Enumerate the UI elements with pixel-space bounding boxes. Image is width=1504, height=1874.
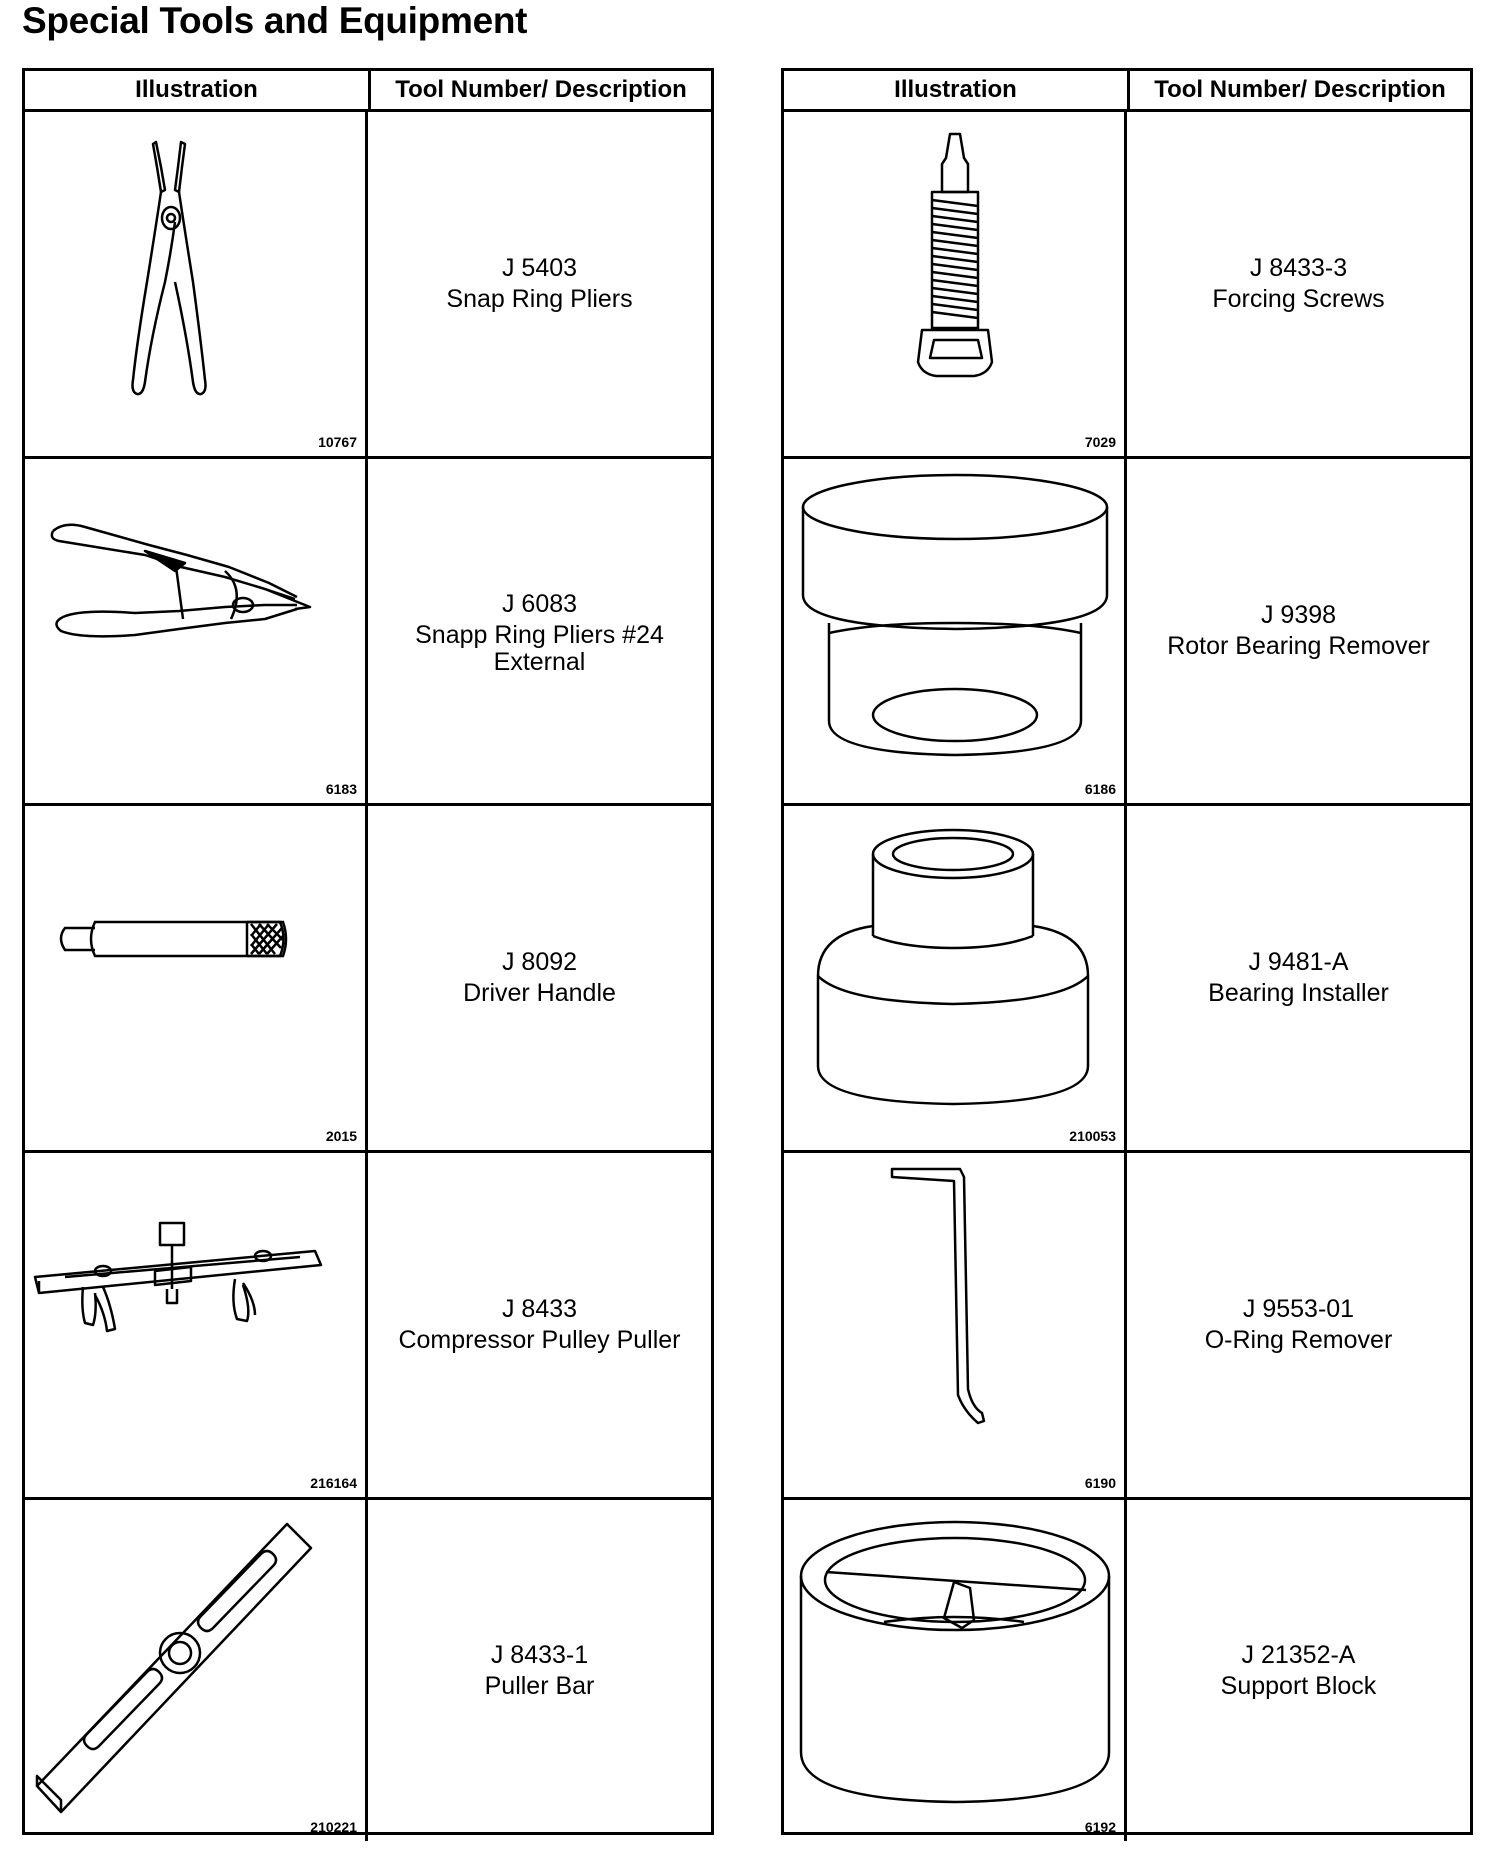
figure-number: 6192 (1084, 1819, 1116, 1835)
table-row (25, 1153, 711, 1500)
illustration-cell (25, 1153, 368, 1497)
figure-number: 6186 (1084, 781, 1116, 797)
tool-description: Snapp Ring Pliers #24 (415, 621, 664, 649)
tool-number: J 9481-A (1248, 948, 1349, 976)
illustration-cell (25, 1500, 368, 1841)
tool-description: Puller Bar (484, 1671, 595, 1700)
figure-number: 6190 (1084, 1475, 1116, 1491)
tool-description: O-Ring Remover (1204, 1326, 1393, 1354)
table-row (25, 112, 711, 459)
tool-number: J 9553-01 (1242, 1295, 1355, 1323)
table-row (784, 1153, 1470, 1500)
description-cell (1127, 806, 1470, 1150)
illustration-cell (784, 806, 1127, 1150)
table-header (25, 71, 711, 112)
tool-description: Snap Ring Pliers (446, 285, 633, 313)
tool-number: J 8092 (501, 948, 578, 976)
figure-number: 7029 (1084, 434, 1116, 450)
description-cell (368, 112, 711, 456)
forcing-screw-icon (784, 112, 1127, 456)
o-ring-remover-icon (784, 1153, 1127, 1497)
bearing-remover-icon (784, 459, 1127, 803)
figure-number: 6183 (325, 781, 357, 797)
description-cell (368, 1153, 711, 1497)
illustration-cell (784, 112, 1127, 456)
puller-bar-icon (25, 1500, 368, 1844)
tool-description: Support Block (1220, 1671, 1377, 1700)
description-cell (368, 806, 711, 1150)
bearing-installer-icon (784, 806, 1127, 1150)
tool-description-line-2: External (493, 648, 586, 676)
tool-description: Compressor Pulley Puller (398, 1326, 681, 1354)
tool-description: Rotor Bearing Remover (1167, 632, 1430, 660)
tool-number: J 9398 (1260, 601, 1337, 629)
table-row (784, 459, 1470, 806)
figure-number: 210053 (1069, 1128, 1116, 1144)
illustration-cell (25, 112, 368, 456)
page-title: Special Tools and Equipment (22, 0, 528, 41)
header-description: Tool Number/ Description (395, 76, 687, 103)
tool-description: Bearing Installer (1208, 979, 1389, 1007)
driver-handle-icon (25, 806, 368, 1150)
illustration-cell (784, 459, 1127, 803)
table-row (25, 459, 711, 806)
illustration-cell (784, 1500, 1127, 1841)
tool-number: J 5403 (501, 254, 578, 282)
support-block-icon (784, 1500, 1127, 1844)
table-row (784, 806, 1470, 1153)
description-cell (1127, 112, 1470, 456)
table-header (784, 71, 1470, 112)
tool-number: J 8433-1 (490, 1640, 589, 1669)
pulley-puller-icon (25, 1153, 368, 1497)
snap-ring-pliers-icon (25, 112, 368, 456)
description-cell (368, 1500, 711, 1841)
tool-number: J 8433 (501, 1295, 578, 1323)
tools-table-left (22, 68, 714, 1835)
description-cell (368, 459, 711, 803)
tool-number: J 8433-3 (1249, 254, 1348, 282)
figure-number: 216164 (310, 1475, 357, 1491)
tool-number: J 6083 (501, 590, 578, 618)
figure-number: 10767 (318, 434, 357, 450)
header-illustration: Illustration (25, 71, 371, 109)
figure-number: 2015 (325, 1128, 357, 1144)
table-row (25, 806, 711, 1153)
illustration-cell (25, 459, 368, 803)
illustration-cell (25, 806, 368, 1150)
table-row (25, 1500, 711, 1841)
illustration-cell (784, 1153, 1127, 1497)
tool-description: Driver Handle (463, 979, 616, 1007)
figure-number: 210221 (310, 1819, 357, 1835)
external-snap-ring-pliers-icon (25, 459, 368, 803)
description-cell (1127, 459, 1470, 803)
header-description: Tool Number/ Description (1154, 76, 1446, 103)
tool-number: J 21352-A (1241, 1640, 1356, 1669)
header-illustration: Illustration (784, 71, 1130, 109)
description-cell (1127, 1500, 1470, 1841)
table-row (784, 112, 1470, 459)
tools-table-right (781, 68, 1473, 1835)
tool-description: Forcing Screws (1212, 285, 1385, 313)
description-cell (1127, 1153, 1470, 1497)
table-row (784, 1500, 1470, 1841)
